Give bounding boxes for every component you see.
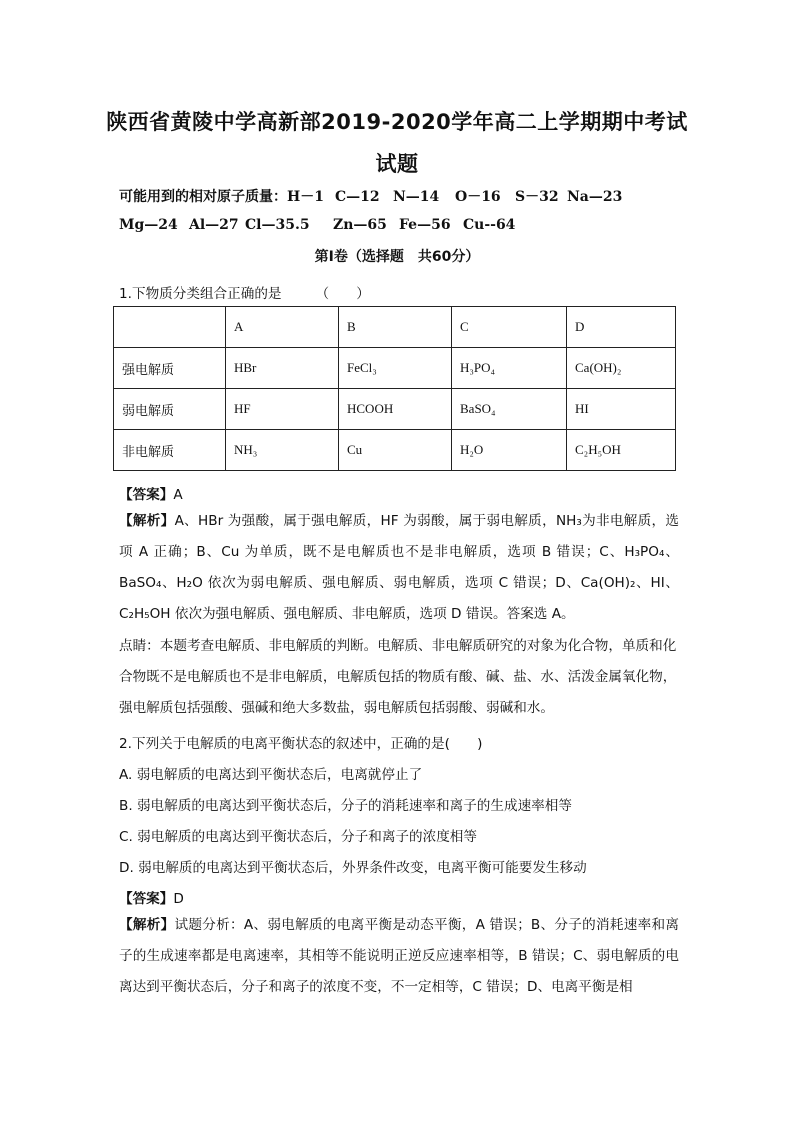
table-corner-cell <box>114 307 226 348</box>
atomic-mass-c: C—12 <box>335 189 380 205</box>
table-cell: HCOOH <box>339 389 452 430</box>
analysis-text: 试题分析：A、弱电解质的电离平衡是动态平衡，A 错误；B、分子的消耗速率和离子的生成速率都是电离速率，其相等不能说明正逆反应速率相等，B 错误；C、弱电解质的电离达到平衡状态后，分子和离子的浓度不变，不一定相等，C 错误；D、电离平衡是相 <box>119 917 680 995</box>
answer-value: A <box>173 487 183 503</box>
analysis-tag: 【解析】 <box>119 513 175 529</box>
atomic-mass-h: H－1 <box>287 189 324 205</box>
question-2-option-d: D. 弱电解质的电离达到平衡状态后，外界条件改变，电离平衡可能要发生移动 <box>119 860 587 876</box>
atomic-mass-zn: Zn—65 <box>333 217 387 233</box>
question-1-comment: 点睛：本题考查电解质、非电解质的判断。电解质、非电解质研究的对象为化合物，单质和化合物既不是电解质也不是非电解质，电解质包括的物质有酸、碱、盐、水、活泼金属氧化物，强电解质包括强酸、强碱和绝大多数盐，弱电解质包括弱酸、弱碱和水。 <box>119 638 677 716</box>
question-1-stem: 1.下物质分类组合正确的是 （ ） <box>119 286 370 302</box>
table-row <box>114 389 676 430</box>
table-row <box>114 348 676 389</box>
row-label: 弱电解质 <box>114 389 226 430</box>
answer-tag: 【答案】 <box>119 487 174 503</box>
question-2-option-c: C. 弱电解质的电离达到平衡状态后，分子和离子的浓度相等 <box>119 829 477 845</box>
answer-value: D <box>173 891 184 907</box>
table-cell: H₂O <box>452 430 567 471</box>
table-cell: BaSO₄ <box>452 389 567 430</box>
question-2-answer <box>119 887 184 907</box>
row-label: 强电解质 <box>114 348 226 389</box>
question-2-option-b: B. 弱电解质的电离达到平衡状态后，分子的消耗速率和离子的生成速率相等 <box>119 798 572 814</box>
atomic-mass-al: Al—27 <box>189 217 239 233</box>
table-header-cell: C <box>452 307 567 348</box>
atomic-mass-n: N—14 <box>393 189 440 205</box>
analysis-tag: 【解析】 <box>119 917 175 933</box>
classification-table <box>113 306 676 471</box>
table-header-cell: D <box>567 307 676 348</box>
section-title: 第Ⅰ卷（选择题 共60分） <box>314 249 480 265</box>
atomic-mass-fe: Fe—56 <box>399 217 451 233</box>
table-cell: H₃PO₄ <box>452 348 567 389</box>
table-row <box>114 430 676 471</box>
atomic-mass-line-2 <box>119 217 515 233</box>
question-2-analysis <box>119 910 679 1003</box>
table-cell: C₂H₅OH <box>567 430 676 471</box>
table-cell: FeCl₃ <box>339 348 452 389</box>
atomic-mass-cl: Cl—35.5 <box>245 217 310 233</box>
table-header-cell: B <box>339 307 452 348</box>
question-1-answer <box>119 483 183 503</box>
question-2-stem: 2.下列关于电解质的电离平衡状态的叙述中，正确的是( ) <box>119 736 483 752</box>
table-header-row <box>114 307 676 348</box>
table-cell: Ca(OH)₂ <box>567 348 676 389</box>
document-title: 陕西省黄陵中学高新部2019-2020学年高二上学期期中考试 <box>106 110 688 134</box>
table-cell: HBr <box>226 348 339 389</box>
atomic-mass-na: Na—23 <box>567 189 623 205</box>
atomic-mass-label: 可能用到的相对原子质量： <box>119 189 287 205</box>
atomic-mass-s: S－32 <box>515 189 559 205</box>
table-cell: HF <box>226 389 339 430</box>
question-1-analysis <box>119 506 679 630</box>
atomic-mass-cu: Cu--64 <box>463 217 516 233</box>
answer-tag: 【答案】 <box>119 891 174 907</box>
atomic-mass-mg: Mg—24 <box>119 217 178 233</box>
atomic-mass-line-1 <box>119 186 622 206</box>
table-header-cell: A <box>226 307 339 348</box>
table-cell: HI <box>567 389 676 430</box>
table-cell: Cu <box>339 430 452 471</box>
atomic-mass-o: O－16 <box>455 189 501 205</box>
analysis-text: A、HBr 为强酸，属于强电解质，HF 为弱酸，属于弱电解质，NH₃为非电解质，选项 A 正确；B、Cu 为单质，既不是电解质也不是非电解质，选项 B 错误；C、H₃PO₄、BaSO₄、H₂O 依次为弱电解质、强电解质、弱电解质，选项 C 错误；D、Ca(OH)₂、HI、C₂H₅OH 依次为强电解质、强电解质、非电解质，选项 D 错误。答案选 A。 <box>119 513 680 622</box>
table-cell: NH₃ <box>226 430 339 471</box>
document-title-continued: 试题 <box>375 152 419 176</box>
row-label: 非电解质 <box>114 430 226 471</box>
question-2-option-a: A. 弱电解质的电离达到平衡状态后，电离就停止了 <box>119 767 423 783</box>
